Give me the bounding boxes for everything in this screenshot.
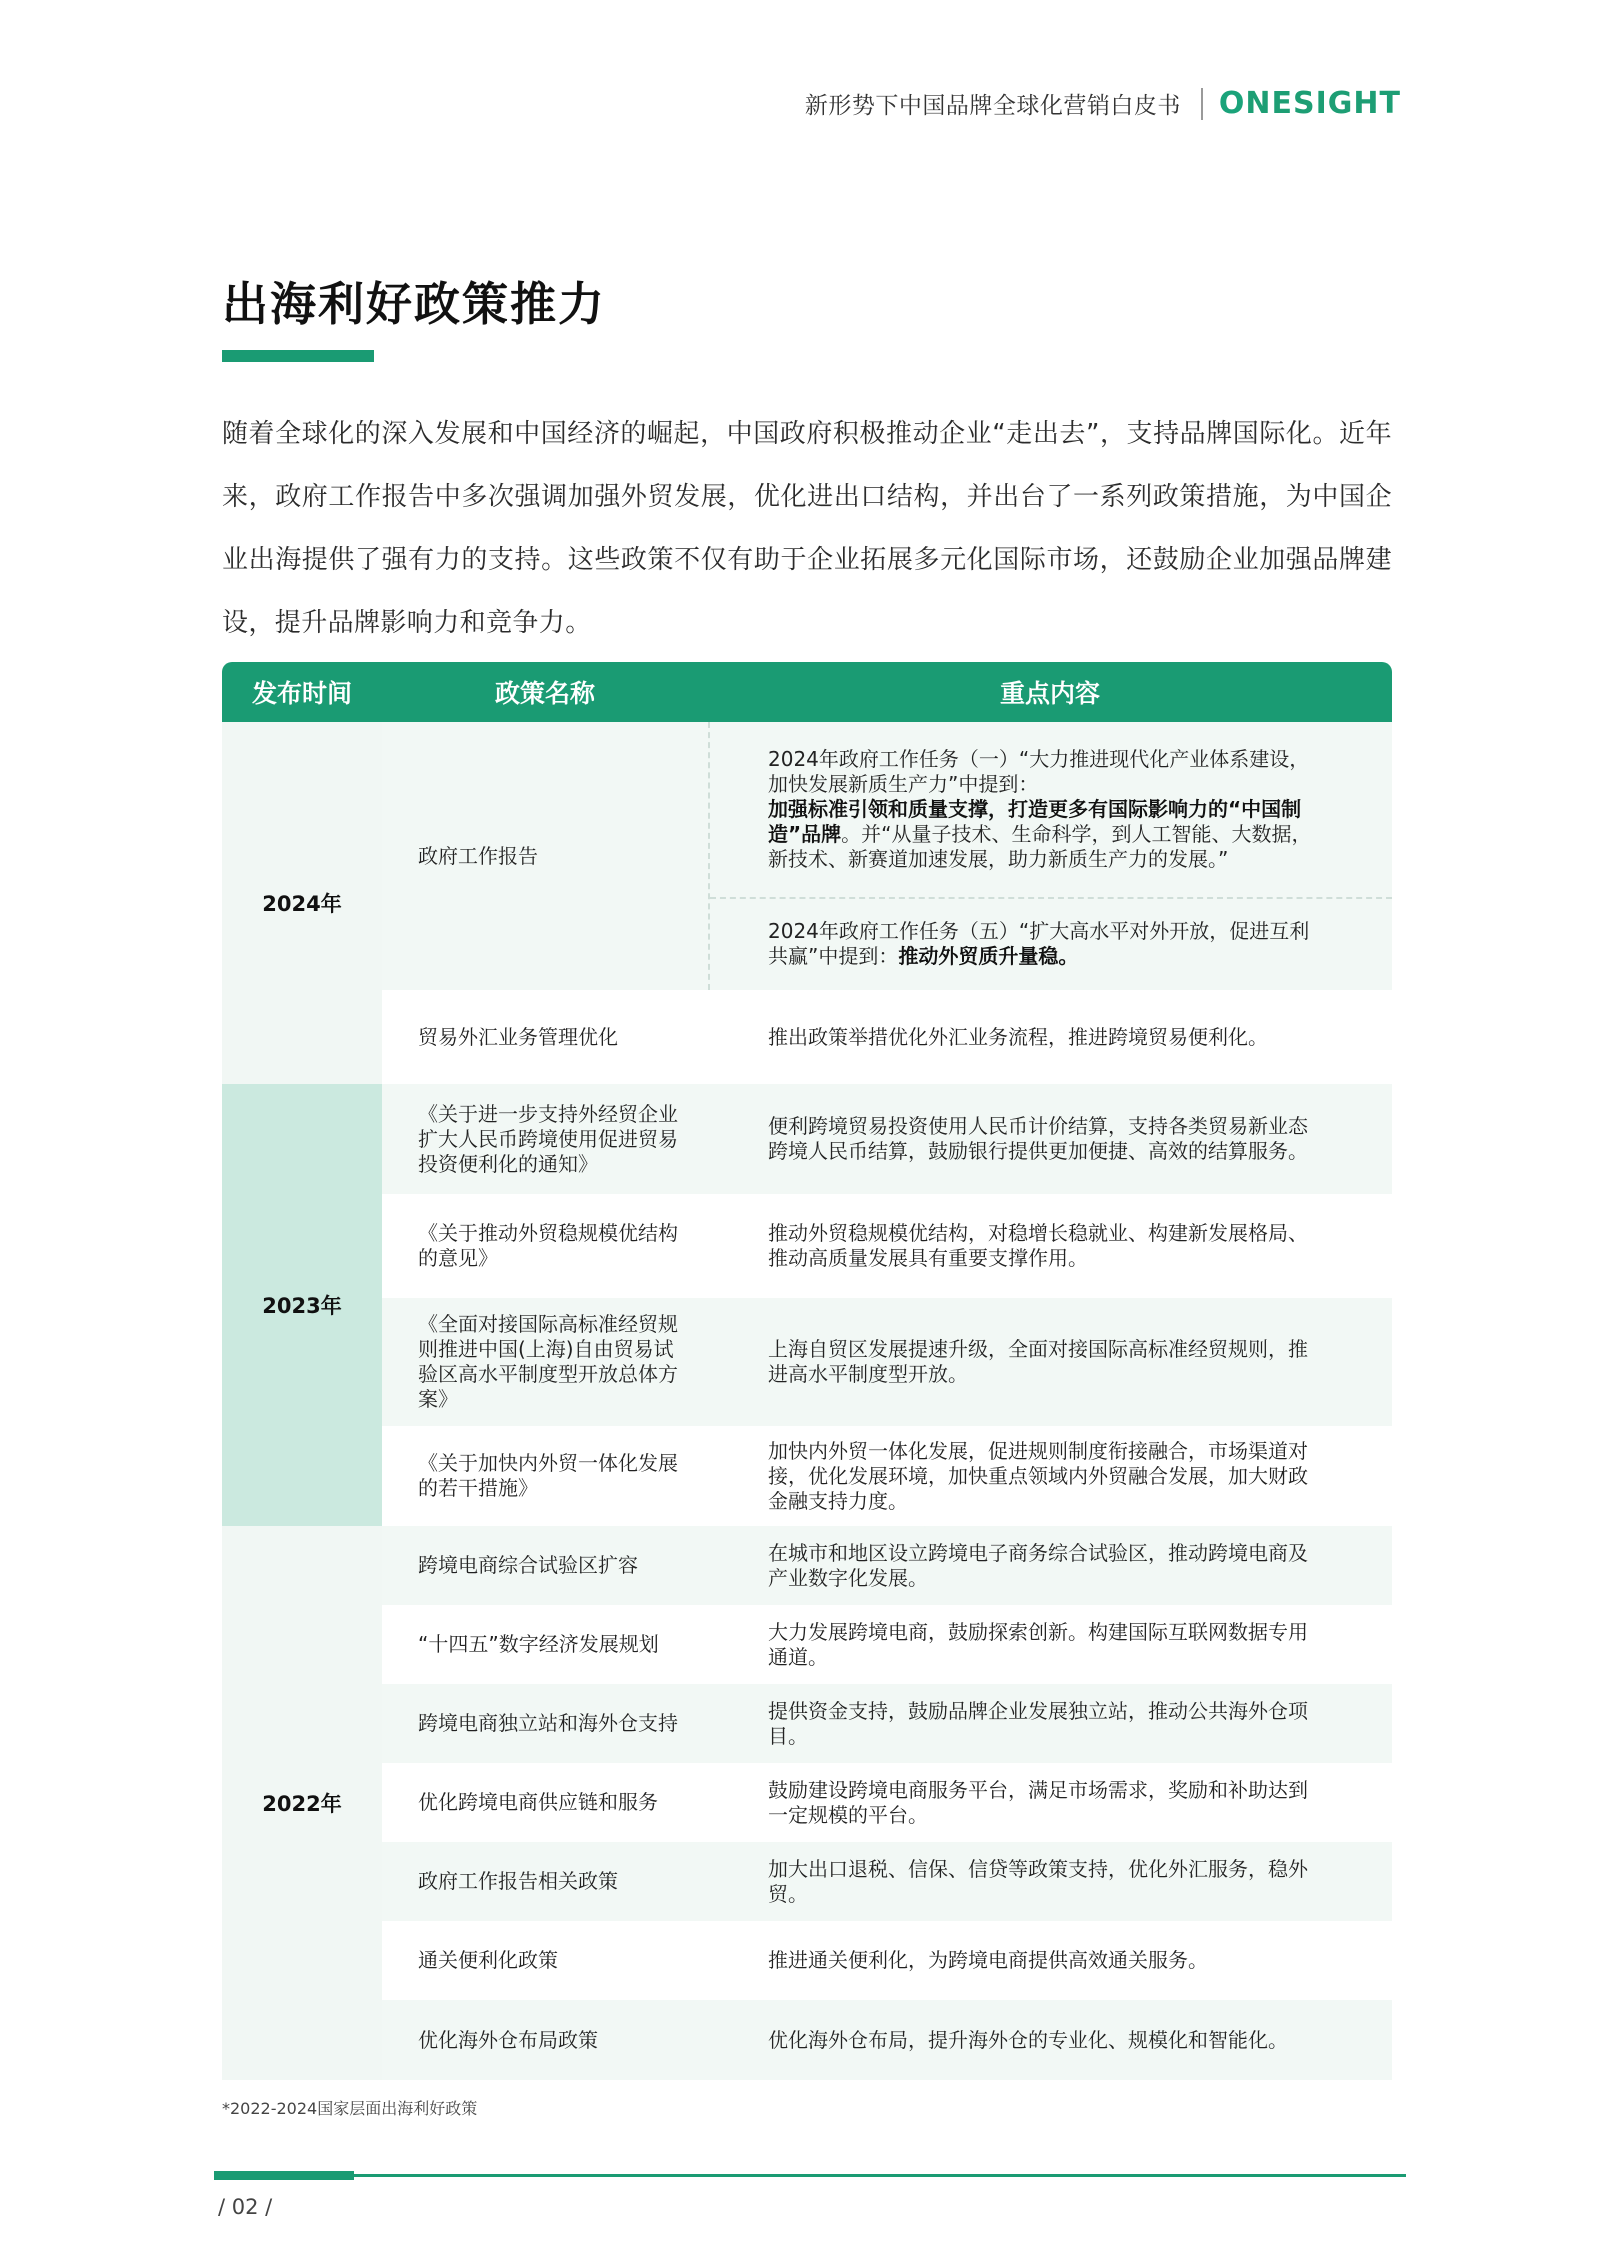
policy-name: 政府工作报告 — [418, 843, 538, 868]
policy-content-part — [710, 722, 1392, 899]
policy-name: 优化海外仓布局政策 — [418, 2027, 598, 2052]
policy-content: 在城市和地区设立跨境电子商务综合试验区，推动跨境电商及产业数字化发展。 — [768, 1540, 1308, 1590]
logo-letter-o: O — [1218, 86, 1246, 121]
table-row — [382, 1684, 1392, 1763]
table-footnote: *2022-2024国家层面出海利好政策 — [222, 2099, 478, 2118]
table-row — [382, 722, 1392, 990]
table-row — [382, 1842, 1392, 1921]
table-row — [382, 1605, 1392, 1684]
policy-name: 《关于推动外贸稳规模优结构的意见》 — [418, 1221, 678, 1270]
intro-paragraph: 随着全球化的深入发展和中国经济的崛起，中国政府积极推动企业“走出去”，支持品牌国际化。近年来，政府工作报告中多次强调加强外贸发展，优化进出口结构，并出台了一系列政策措施，为中国企业出海提供了强有力的支持。这些政策不仅有助于企业拓展多元化国际市场，还鼓励企业加强品牌建设，提升品牌影响力和竞争力。 — [222, 419, 1392, 638]
policy-name: 《全面对接国际高标准经贸规则推进中国(上海)自由贸易试验区高水平制度型开放总体方案》 — [418, 1312, 678, 1411]
title-underline — [222, 350, 374, 362]
year-cell: 2023年 — [222, 1084, 382, 1526]
page-number: / 02 / — [218, 2195, 273, 2219]
logo-wordmark: NESIGHT — [1245, 86, 1401, 121]
table-row — [382, 1194, 1392, 1298]
year-group-2023 — [222, 1084, 1392, 1526]
policy-name: 优化跨境电商供应链和服务 — [418, 1790, 658, 1814]
policy-content: 推进通关便利化，为跨境电商提供高效通关服务。 — [768, 1948, 1208, 1972]
content-text: 2024年政府工作任务（一）“大力推进现代化产业体系建设，加快发展新质生产力”中提到： — [768, 746, 1310, 796]
policy-name: 政府工作报告相关政策 — [418, 1869, 618, 1893]
page-header — [805, 86, 1401, 121]
column-header-content: 重点内容 — [999, 679, 1100, 708]
content-highlight: 加强标准引领和质量支撑，打造更多有国际影响力的“中国制造”品牌 — [768, 796, 1302, 846]
policy-name: 《关于进一步支持外经贸企业扩大人民币跨境使用促进贸易投资便利化的通知》 — [418, 1101, 678, 1176]
policy-content-part — [710, 899, 1392, 990]
header-divider — [1201, 88, 1203, 120]
table-row — [382, 990, 1392, 1084]
year-cell: 2024年 — [222, 722, 382, 1084]
content-text: 。并“从量子技术、生命科学，到人工智能、大数据，新技术、新赛道加速发展，助力新质生产力的发展。” — [768, 821, 1312, 871]
table-row — [382, 1298, 1392, 1426]
policy-content: 优化海外仓布局，提升海外仓的专业化、规模化和智能化。 — [768, 2027, 1288, 2052]
onesight-logo — [1219, 86, 1401, 121]
policy-name: 通关便利化政策 — [418, 1948, 558, 1972]
policy-content: 便利跨境贸易投资使用人民币计价结算，支持各类贸易新业态跨境人民币结算，鼓励银行提供更加便捷、高效的结算服务。 — [768, 1114, 1308, 1163]
table-row — [382, 1526, 1392, 1605]
policy-content: 提供资金支持，鼓励品牌企业发展独立站，推动公共海外仓项目。 — [768, 1698, 1308, 1748]
page-title: 出海利好政策推力 — [222, 277, 606, 331]
policy-content: 推动外贸稳规模优结构，对稳增长稳就业、构建新发展格局、推动高质量发展具有重要支撑作用。 — [768, 1221, 1308, 1270]
footer-line-accent — [214, 2171, 354, 2180]
table-header — [222, 662, 1392, 722]
policy-content: 大力发展跨境电商，鼓励探索创新。构建国际互联网数据专用通道。 — [768, 1619, 1308, 1669]
year-cell: 2022年 — [222, 1526, 382, 2080]
column-header-date: 发布时间 — [251, 679, 352, 708]
content-text: 2024年政府工作任务（五）“扩大高水平对外开放，促进互利共赢”中提到： — [768, 919, 1310, 969]
policy-name: 跨境电商独立站和海外仓支持 — [418, 1711, 678, 1735]
table-row — [382, 1426, 1392, 1526]
policy-content: 鼓励建设跨境电商服务平台，满足市场需求，奖励和补助达到一定规模的平台。 — [768, 1777, 1308, 1827]
policy-content — [708, 722, 1392, 990]
policy-name: 《关于加快内外贸一体化发展的若干措施》 — [418, 1451, 678, 1500]
table-row — [382, 2000, 1392, 2080]
document-title: 新形势下中国品牌全球化营销白皮书 — [804, 93, 1181, 119]
content-highlight: 推动外贸质升量稳。 — [898, 944, 1079, 969]
table-row — [382, 1084, 1392, 1194]
policy-table — [222, 662, 1392, 2080]
policy-content: 加快内外贸一体化发展，促进规则制度衔接融合，市场渠道对接，优化发展环境，加快重点领域内外贸融合发展，加大财政金融支持力度。 — [768, 1438, 1308, 1513]
policy-name: 跨境电商综合试验区扩容 — [418, 1553, 638, 1577]
policy-name: 贸易外汇业务管理优化 — [418, 1024, 618, 1049]
policy-content: 上海自贸区发展提速升级，全面对接国际高标准经贸规则，推进高水平制度型开放。 — [768, 1337, 1308, 1386]
column-header-policy: 政策名称 — [494, 679, 595, 708]
policy-content: 加大出口退税、信保、信贷等政策支持，优化外汇服务，稳外贸。 — [768, 1856, 1308, 1906]
table-row — [382, 1921, 1392, 2000]
year-group-2022 — [222, 1526, 1392, 2080]
table-row — [382, 1763, 1392, 1842]
policy-name: “十四五”数字经济发展规划 — [418, 1632, 659, 1656]
year-group-2024 — [222, 722, 1392, 1084]
footer-line — [214, 2174, 1406, 2177]
policy-content: 推出政策举措优化外汇业务流程，推进跨境贸易便利化。 — [768, 1024, 1268, 1049]
